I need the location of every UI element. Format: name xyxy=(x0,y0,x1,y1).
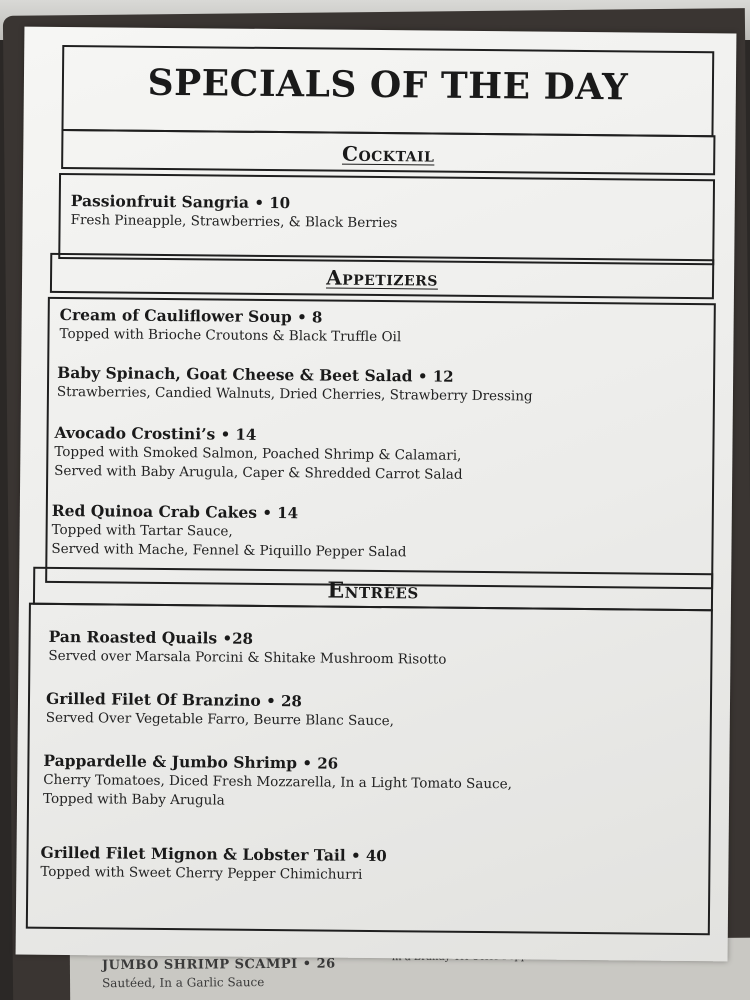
item-price: • 28 xyxy=(266,691,302,711)
item-description-line-2: Served with Mache, Fennel & Piquillo Pepper Salad xyxy=(51,540,407,561)
item-description-line-2: Served with Baby Arugula, Caper & Shredded Carrot Salad xyxy=(54,462,463,483)
section-body-appetizers xyxy=(45,297,716,589)
menu-item xyxy=(48,627,688,672)
item-description-line-1: Topped with Smoked Salmon, Poached Shrimp & Calamari, xyxy=(54,443,462,464)
item-description: Served over Marsala Porcini & Shitake Mushroom Risotto xyxy=(48,647,447,668)
menu-item xyxy=(40,843,680,888)
item-description: Topped with Sweet Cherry Pepper Chimichurri xyxy=(40,863,363,883)
item-description-line-1: Cherry Tomatoes, Diced Fresh Mozzarella, In a Light Tomato Sauce, xyxy=(43,771,513,793)
item-name: Red Quinoa Crab Cakes xyxy=(51,500,258,522)
item-name: Cream of Cauliflower Soup xyxy=(59,304,292,327)
specials-sheet xyxy=(16,27,737,962)
item-description: Topped with Brioche Croutons & Black Truffle Oil xyxy=(59,325,402,346)
menu-item xyxy=(51,501,692,565)
item-description-line-1: Topped with Tartar Sauce, xyxy=(51,521,233,540)
item-name: Pan Roasted Quails xyxy=(48,626,218,648)
section-body-entrees xyxy=(26,603,713,936)
item-name: Grilled Filet Mignon & Lobster Tail xyxy=(40,842,346,865)
menu-item xyxy=(71,191,711,236)
item-description: Strawberries, Candied Walnuts, Dried Cherries, Strawberry Dressing xyxy=(56,383,533,405)
item-name: Avocado Crostini’s xyxy=(54,422,216,444)
underlying-item-name: JUMBO SHRIMP SCAMPI • 26 xyxy=(101,956,336,974)
item-description: Served Over Vegetable Farro, Beurre Blanc Sauce, xyxy=(45,709,394,730)
section-title-entrees: Entrées xyxy=(327,577,419,605)
item-price: • 26 xyxy=(302,754,339,773)
item-description-line-2: Topped with Baby Arugula xyxy=(42,790,225,809)
section-title-appetizers: Appetizers xyxy=(326,265,439,291)
section-body-cocktail xyxy=(58,173,715,265)
menu-item xyxy=(54,423,695,487)
item-price: • 10 xyxy=(254,193,291,213)
item-price: • 12 xyxy=(417,367,454,386)
item-description: Fresh Pineapple, Strawberries, & Black Berries xyxy=(70,212,398,232)
section-header-appetizers xyxy=(50,253,714,299)
menu-item xyxy=(43,751,684,815)
item-price: • 40 xyxy=(351,846,387,866)
section-title-cocktail: Cocktail xyxy=(341,141,435,167)
item-price: •28 xyxy=(222,629,254,648)
title-box xyxy=(61,45,714,137)
item-name: Pappardelle & Jumbo Shrimp xyxy=(43,750,298,773)
underlying-item-desc: Sautéed, In a Garlic Sauce xyxy=(102,975,265,991)
menu-item xyxy=(59,305,699,350)
item-name: Passionfruit Sangria xyxy=(70,191,250,212)
page-title: SPECIALS OF THE DAY xyxy=(147,61,629,109)
menu-item xyxy=(57,363,697,408)
item-name: Baby Spinach, Goat Cheese & Beet Salad xyxy=(57,362,413,386)
menu-item xyxy=(46,689,686,734)
item-price: • 14 xyxy=(262,503,299,523)
section-header-cocktail xyxy=(61,129,715,175)
item-price: • 8 xyxy=(297,308,323,327)
item-name: Grilled Filet Of Branzino xyxy=(45,688,261,710)
item-price: • 14 xyxy=(220,425,257,444)
